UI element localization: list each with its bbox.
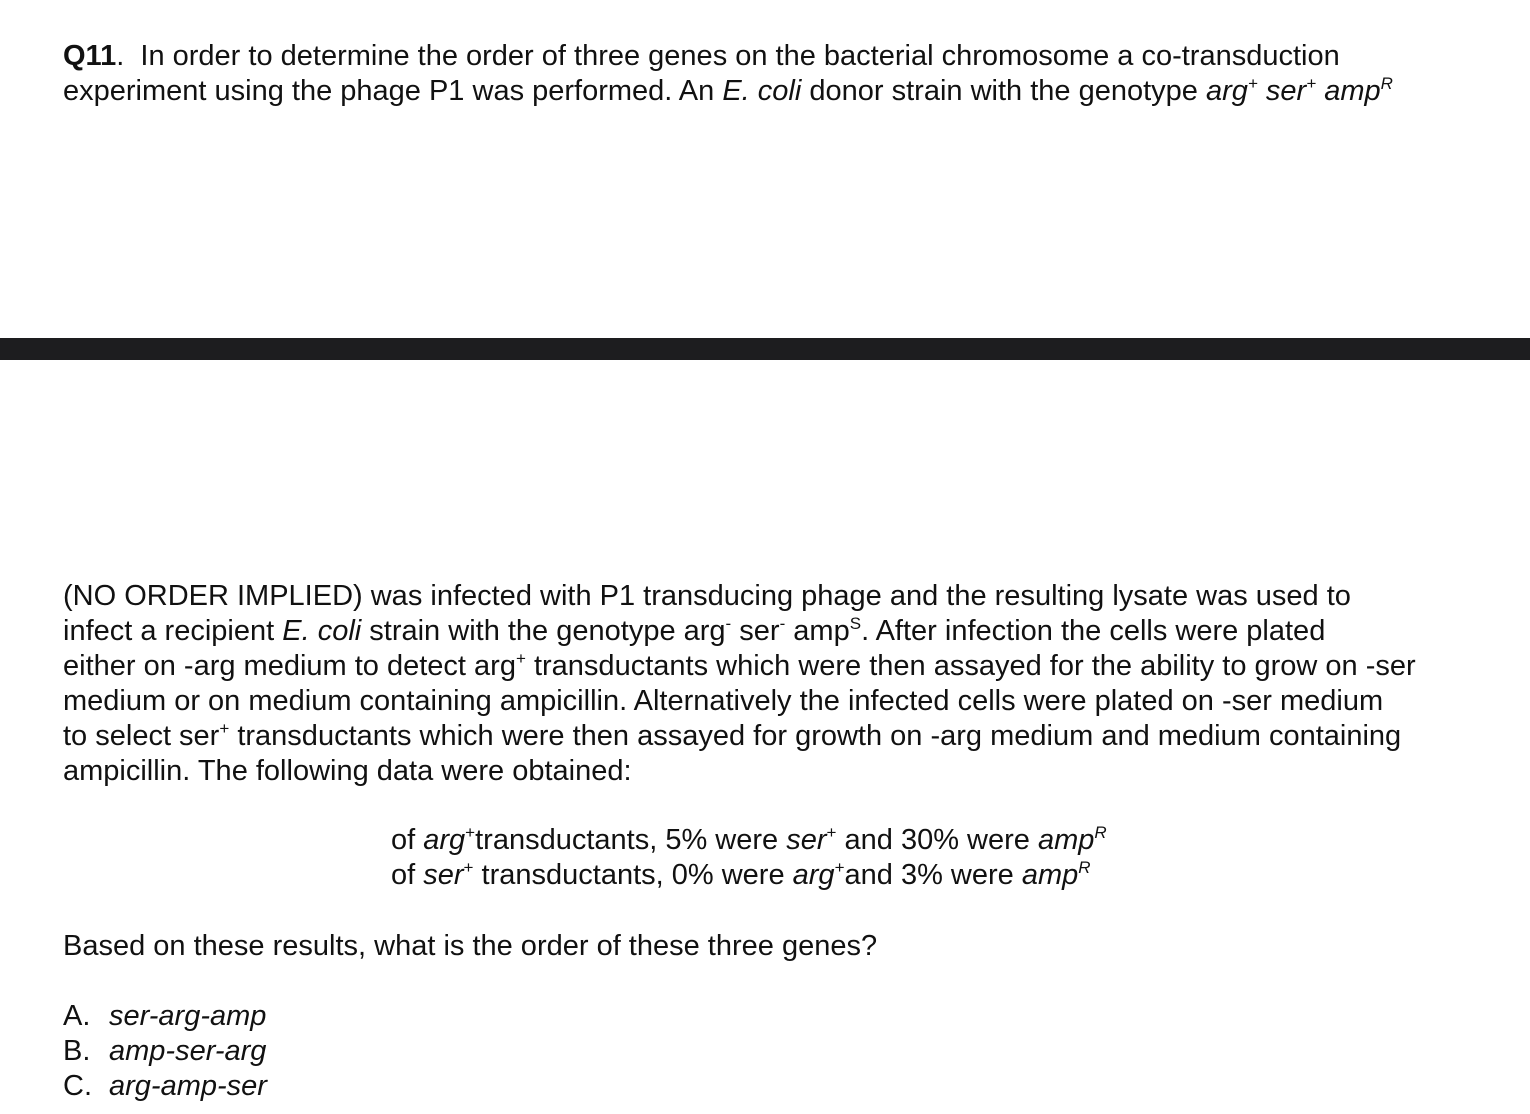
- body-line-1: (NO ORDER IMPLIED) was infected with P1 transducing phage and the resulting lysate was used to: [63, 580, 1351, 612]
- body-text: transductants which were then assayed for growth on -arg medium and medium containing: [229, 720, 1402, 752]
- body-line-3: [63, 649, 1416, 684]
- body-text: transductants which were then assayed for the ability to grow on -ser: [525, 650, 1416, 682]
- sup-plus: +: [1247, 74, 1258, 93]
- result-line-2: [391, 858, 1107, 893]
- body-line-5: [63, 719, 1416, 754]
- intro-text-1: In order to determine the order of three genes on the bacterial chromosome a co-transduction: [140, 40, 1340, 72]
- result-text: of: [391, 859, 424, 891]
- gene-arg: arg: [792, 859, 835, 891]
- result-line-1: [391, 823, 1107, 858]
- sup-r: R: [1094, 823, 1107, 842]
- question-number: Q11: [63, 40, 117, 72]
- sup-plus: +: [834, 858, 845, 877]
- sup-r: R: [1380, 74, 1393, 93]
- sup-plus: +: [219, 719, 230, 738]
- result-text: transductants, 0% were: [473, 859, 793, 891]
- body-text: infect a recipient: [63, 615, 283, 647]
- donor-arg: arg: [1205, 75, 1248, 107]
- ecoli-italic: E. coli: [282, 615, 362, 647]
- gene-arg: arg: [423, 824, 466, 856]
- option-letter: B.: [63, 1035, 91, 1067]
- option-b[interactable]: [63, 1034, 267, 1069]
- option-letter: A.: [63, 1000, 91, 1032]
- sup-s: S: [849, 614, 862, 633]
- sup-plus: +: [826, 823, 837, 842]
- option-text: arg-amp-ser: [109, 1070, 267, 1102]
- question-prompt: Based on these results, what is the order of these three genes?: [63, 930, 878, 962]
- sup-minus: -: [725, 614, 732, 633]
- body-text: ser: [731, 615, 780, 647]
- body-text: strain with the genotype arg: [361, 615, 726, 647]
- body-line-6: ampicillin. The following data were obtained:: [63, 755, 632, 787]
- sup-plus: +: [463, 858, 474, 877]
- result-text: and 30% were: [836, 824, 1038, 856]
- sup-plus: +: [1306, 74, 1317, 93]
- intro-line-1: Q11. In order to determine the order of three genes on the bacterial chromosome a co-transduction: [63, 40, 1340, 72]
- sup-plus: +: [465, 823, 476, 842]
- answer-options: [63, 999, 267, 1104]
- gene-ser: ser: [786, 824, 827, 856]
- ecoli-italic: E. coli: [722, 75, 802, 107]
- sup-minus: -: [779, 614, 786, 633]
- question-body: [63, 579, 1416, 789]
- option-text: amp-ser-arg: [109, 1035, 267, 1067]
- donor-ser: ser: [1265, 75, 1307, 107]
- intro-text-2a: experiment using the phage P1 was performed. An: [63, 75, 723, 107]
- redaction-bar: [0, 338, 1530, 360]
- body-text: amp: [785, 615, 850, 647]
- body-text: . After infection the cells were plated: [861, 615, 1326, 647]
- body-text: to select ser: [63, 720, 220, 752]
- body-line-2: [63, 614, 1416, 649]
- body-text: either on -arg medium to detect arg: [63, 650, 516, 682]
- result-text: transductants, 5% were: [475, 824, 787, 856]
- option-a[interactable]: [63, 999, 267, 1034]
- intro-text-2b: donor strain with the genotype: [801, 75, 1206, 107]
- donor-genotype: [1206, 75, 1393, 107]
- result-text: of: [391, 824, 424, 856]
- gene-amp: amp: [1021, 859, 1079, 891]
- gene-amp: amp: [1037, 824, 1095, 856]
- sup-plus: +: [515, 649, 526, 668]
- question-intro: [63, 39, 1393, 109]
- sup-r: R: [1078, 858, 1091, 877]
- gene-ser: ser: [423, 859, 464, 891]
- donor-amp: amp: [1324, 75, 1381, 107]
- intro-line-2: [63, 74, 1393, 109]
- option-text: ser-arg-amp: [109, 1000, 267, 1032]
- results-block: [391, 823, 1107, 893]
- option-c[interactable]: [63, 1069, 267, 1104]
- option-letter: C.: [63, 1070, 92, 1102]
- body-line-4: medium or on medium containing ampicillin. Alternatively the infected cells were plated on -ser medium: [63, 685, 1384, 717]
- result-text: and 3% were: [844, 859, 1022, 891]
